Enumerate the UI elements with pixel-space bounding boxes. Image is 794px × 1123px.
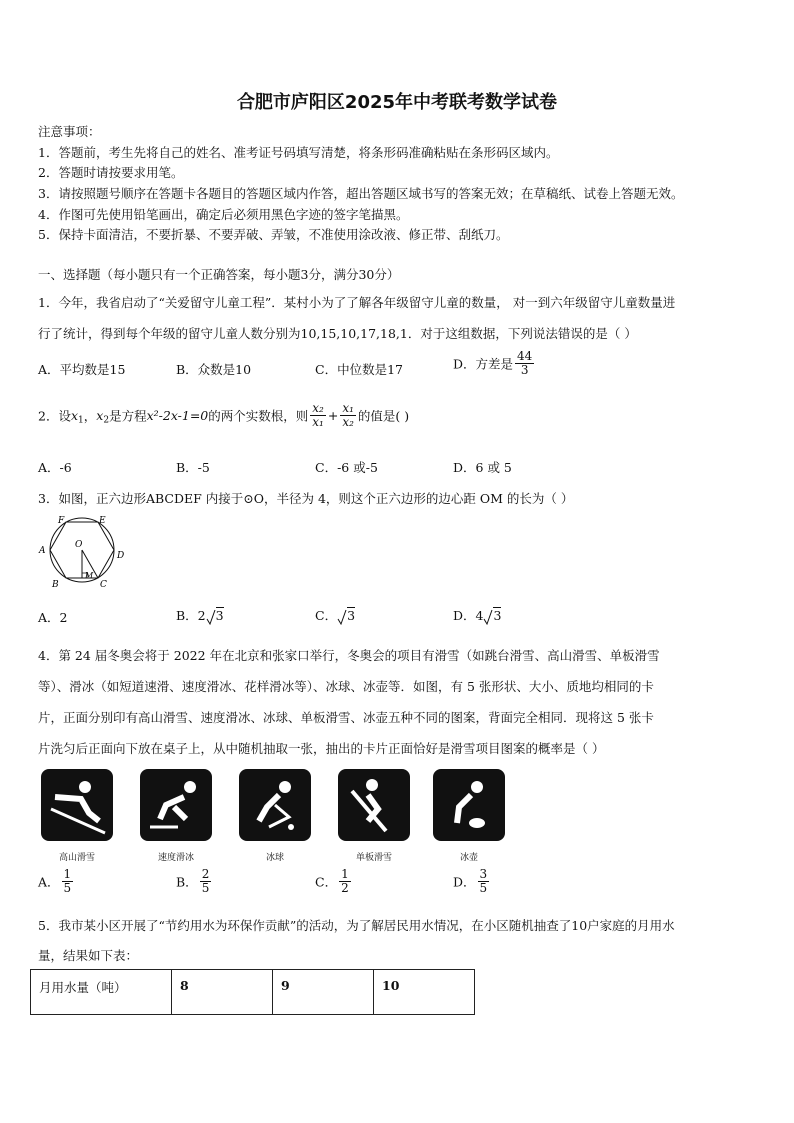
label-m: M: [85, 571, 94, 580]
hexagon-figure: [34, 512, 130, 590]
label-d: D: [117, 551, 125, 561]
table-cell: 8: [172, 970, 273, 1015]
notice-item: 4．作图可先使用铅笔画出，确定后必须用黑色字迹的签字笔描黑。: [38, 207, 409, 222]
speed-skating-icon: [140, 769, 212, 841]
option-d: D． $\frac{3}{5}$: [453, 867, 488, 895]
label-f: F: [58, 516, 65, 526]
option-b: B．众数是10: [176, 362, 252, 377]
pictogram-caption: 冰球: [265, 853, 284, 863]
question-1-line: 1．今年，我省启动了“关爱留守儿童工程”．某村小为了了解各年级留守儿童的数量， 对一到六年级留守儿童数量进: [38, 295, 676, 310]
option-c: C．中位数是17: [315, 362, 403, 377]
label-c: C: [100, 580, 107, 590]
question-1-line: 行了统计，得到每个年级的留守儿童人数分别为10,15,10,17,18,1．对于这组数据，下列说法错误的是（ ）: [38, 326, 637, 341]
pictogram-caption: 速度滑冰: [157, 853, 194, 863]
table-cell: 10: [374, 970, 475, 1015]
curling-icon: [433, 769, 505, 841]
notice-heading: 注意事项：: [38, 124, 101, 139]
question-5-line: 5．我市某小区开展了“节约用水为环保作贡献”的活动，为了解居民用水情况，在小区随机抽查了10户家庭的月用水: [38, 918, 675, 933]
fraction: $\frac{\text{x₁}}{\text{x₂}}$: [342, 401, 354, 429]
question-2: 2．设$x_1$，$x_2$是方程x²-2x-1=0的两个实数根，则 $\frac{\text{x₂}}{\text{x₁}}$ + $\frac{\text{x₁}}{\text{x₂}}$ 的值是( ): [38, 401, 410, 429]
option-c: C． $\frac{1}{2}$: [315, 867, 349, 895]
water-usage-table: [30, 969, 475, 1015]
option-c: C． 3: [315, 608, 356, 624]
pictogram-caption: 冰壶: [459, 853, 478, 863]
notice-item: 5．保持卡面清洁，不要折暴、不要弄破、弄皱，不准使用涂改液、修正带、刮纸刀。: [38, 227, 509, 242]
question-5-line: 量，结果如下表：: [38, 948, 139, 963]
alpine-skiing-icon: [41, 769, 113, 841]
fraction: $\frac{\text{x₂}}{\text{x₁}}$: [312, 401, 324, 429]
notice-item: 3．请按照题号顺序在答题卡各题目的答题区域内作答，超出答题区域书写的答案无效；在草稿纸、试卷上答题无效。: [38, 186, 684, 201]
option-d: D．6 或 5: [453, 460, 512, 475]
question-4-line: 等）、滑冰（如短道速滑、速度滑冰、花样滑冰等）、冰球、冰壶等．如图，有 5 张形状、大小、质地均相同的卡: [38, 679, 654, 694]
sqrt-symbol: 3: [483, 608, 501, 625]
table-row: [31, 970, 475, 1015]
option-a: A．平均数是15: [38, 362, 126, 377]
snowboard-icon: [338, 769, 410, 841]
question-4-line: 片，正面分别印有高山滑雪、速度滑冰、冰球、单板滑雪、冰壶五种不同的图案，背面完全相同．现将这 5 张卡: [38, 710, 654, 725]
option-b: B． $\frac{2}{5}$: [176, 867, 210, 895]
label-o: O: [75, 540, 83, 550]
page-title: 合肥市庐阳区2025年中考联考数学试卷: [236, 92, 558, 113]
pictogram-caption: 单板滑雪: [355, 853, 392, 863]
notice-item: 2．答题时请按要求用笔。: [38, 165, 184, 180]
label-a: A: [39, 546, 46, 556]
option-d: D．方差是 $\frac{44}{3}$: [453, 349, 533, 377]
fraction: $\frac{2}{5}$: [201, 867, 210, 895]
table-cell: 月用水量（吨）: [31, 970, 172, 1015]
notice-item: 1．答题前，考生先将自己的姓名、准考证号码填写清楚，将条形码准确粘贴在条形码区域内。: [38, 145, 559, 160]
fraction: $\frac{3}{5}$: [479, 867, 488, 895]
option-a: A．2: [38, 610, 68, 625]
option-b: B．-5: [176, 460, 210, 475]
option-b: B．2 3: [176, 608, 224, 624]
sqrt-symbol: 3: [206, 608, 224, 625]
option-d: D．4 3: [453, 608, 502, 624]
option-a: A． $\frac{1}{5}$: [38, 867, 72, 895]
ice-hockey-icon: [239, 769, 311, 841]
option-a: A．-6: [38, 460, 72, 475]
fraction: $\frac{1}{5}$: [63, 867, 72, 895]
question-3: 3．如图，正六边形ABCDEF 内接于⊙O，半径为 4，则这个正六边形的边心距 OM 的长为（ ）: [38, 491, 574, 506]
table-cell: 9: [273, 970, 374, 1015]
label-e: E: [99, 516, 106, 526]
section-heading: 一、选择题（每小题只有一个正确答案，每小题3分，满分30分）: [38, 267, 400, 282]
question-4-line: 片洗匀后正面向下放在桌子上，从中随机抽取一张，抽出的卡片正面恰好是滑雪项目图案的概率是（ ）: [38, 741, 605, 756]
question-4-line: 4．第 24 届冬奥会将于 2022 年在北京和张家口举行，冬奥会的项目有滑雪（如跳台滑雪、高山滑雪、单板滑雪: [38, 648, 660, 663]
pictogram-caption: 高山滑雪: [58, 853, 95, 863]
fraction: $\frac{1}{2}$: [341, 867, 349, 895]
fraction: $\frac{44}{3}$: [517, 349, 533, 377]
sqrt-symbol: 3: [337, 608, 355, 625]
label-b: B: [52, 580, 59, 590]
option-c: C．-6 或-5: [315, 460, 378, 475]
